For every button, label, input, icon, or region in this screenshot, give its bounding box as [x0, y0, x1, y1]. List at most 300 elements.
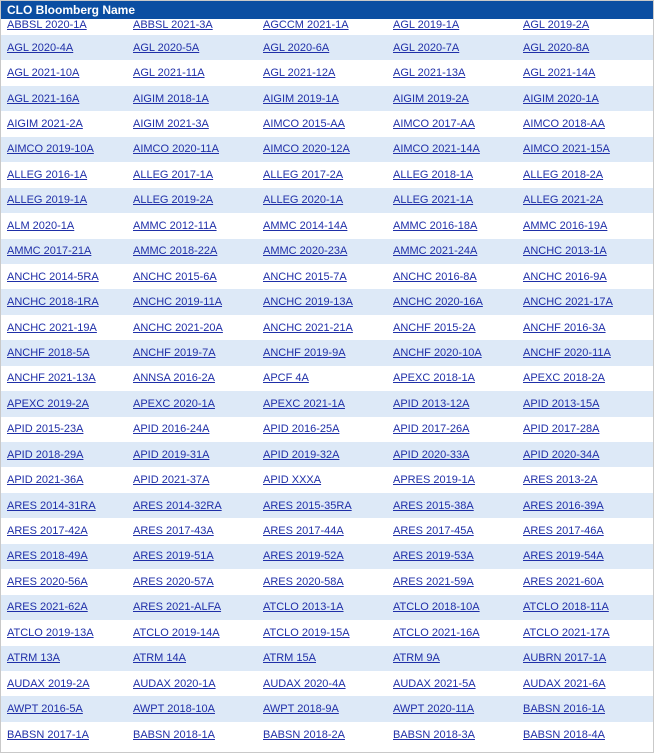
clo-name-link[interactable]: ARES 2014-31RA: [7, 499, 96, 512]
clo-name-link[interactable]: ALLEG 2018-1A: [393, 168, 474, 181]
clo-name-link[interactable]: ALLEG 2020-1A: [263, 194, 344, 207]
table-row: [1, 544, 653, 569]
table-cell: [517, 60, 653, 85]
clo-name-link[interactable]: AUBRN 2017-1A: [523, 652, 607, 665]
clo-name-link[interactable]: APID 2016-24A: [133, 423, 210, 436]
clo-name-link[interactable]: AMMC 2016-19A: [523, 219, 608, 232]
table-cell: [1, 86, 127, 111]
clo-name-link[interactable]: AIGIM 2019-1A: [263, 92, 339, 105]
table-cell: [517, 671, 653, 696]
clo-name-link[interactable]: BABSN 2018-4A: [523, 728, 605, 741]
table-cell: [1, 467, 127, 492]
clo-name-link[interactable]: ARES 2020-57A: [133, 575, 214, 588]
table-cell: [517, 696, 653, 721]
table-cell: [127, 239, 257, 264]
table-cell: [387, 544, 517, 569]
clo-name-link[interactable]: AGL 2020-8A: [523, 41, 590, 54]
table-cell: [387, 19, 517, 35]
table-row: [1, 188, 653, 213]
table-cell: [127, 340, 257, 365]
clo-name-link[interactable]: APID 2019-31A: [133, 448, 210, 461]
table-cell: [517, 544, 653, 569]
table-cell: [257, 264, 387, 289]
table-cell: [1, 188, 127, 213]
clo-name-link[interactable]: ANCHF 2020-10A: [393, 346, 482, 359]
clo-name-link[interactable]: ANCHF 2018-5A: [7, 346, 90, 359]
clo-name-link[interactable]: ANCHC 2018-1RA: [7, 296, 99, 309]
clo-name-link[interactable]: ANCHC 2013-1A: [523, 245, 607, 258]
clo-name-link[interactable]: AIGIM 2019-2A: [393, 92, 469, 105]
table-cell: [1, 289, 127, 314]
clo-name-link[interactable]: BABSN 2018-3A: [393, 728, 475, 741]
table-cell: [257, 19, 387, 35]
table-cell: [1, 340, 127, 365]
clo-name-link[interactable]: ANCHC 2021-21A: [263, 321, 353, 334]
table-cell: [127, 493, 257, 518]
table-cell: [387, 646, 517, 671]
clo-name-link[interactable]: AUDAX 2021-5A: [393, 677, 476, 690]
table-cell: [387, 111, 517, 136]
clo-name-link[interactable]: ARES 2017-42A: [7, 525, 88, 538]
table-cell: [517, 620, 653, 645]
clo-name-link[interactable]: ARES 2021-60A: [523, 575, 604, 588]
table-row: [1, 442, 653, 467]
table-cell: [127, 671, 257, 696]
table-row: [1, 417, 653, 442]
clo-name-link[interactable]: AIMCO 2019-10A: [7, 143, 94, 156]
table-row: [1, 111, 653, 136]
clo-name-link[interactable]: AGL 2021-11A: [133, 67, 205, 80]
table-row: [1, 518, 653, 543]
clo-name-link[interactable]: APEXC 2021-1A: [263, 397, 345, 410]
clo-name-link[interactable]: APID XXXA: [263, 474, 322, 487]
clo-name-link[interactable]: ALLEG 2021-2A: [523, 194, 604, 207]
table-cell: [127, 696, 257, 721]
clo-name-link[interactable]: APID 2021-37A: [133, 474, 210, 487]
clo-name-link[interactable]: ATCLO 2018-10A: [393, 601, 480, 614]
clo-name-link[interactable]: AUDAX 2021-6A: [523, 677, 606, 690]
table-row: [1, 137, 653, 162]
clo-name-link[interactable]: ANCHC 2016-9A: [523, 270, 607, 283]
clo-name-link[interactable]: ANCHF 2016-3A: [523, 321, 606, 334]
clo-name-link[interactable]: ATRM 9A: [393, 652, 440, 665]
table-cell: [257, 239, 387, 264]
clo-name-link[interactable]: AIGIM 2020-1A: [523, 92, 599, 105]
clo-name-link[interactable]: APID 2019-32A: [263, 448, 340, 461]
clo-name-link[interactable]: ANCHC 2014-5RA: [7, 270, 99, 283]
clo-name-link[interactable]: ALLEG 2019-2A: [133, 194, 214, 207]
grid-body: [1, 19, 653, 747]
clo-name-link[interactable]: AGL 2021-10A: [7, 67, 80, 80]
table-cell: [1, 19, 127, 35]
clo-name-link[interactable]: ARES 2017-43A: [133, 525, 214, 538]
clo-name-link[interactable]: ARES 2021-59A: [393, 575, 474, 588]
clo-name-link[interactable]: ARES 2019-53A: [393, 550, 474, 563]
table-cell: [257, 60, 387, 85]
clo-name-link[interactable]: AMMC 2017-21A: [7, 245, 92, 258]
table-cell: [387, 493, 517, 518]
clo-name-link[interactable]: ARES 2015-38A: [393, 499, 474, 512]
clo-name-link[interactable]: AMMC 2020-23A: [263, 245, 348, 258]
clo-name-link[interactable]: AUDAX 2019-2A: [7, 677, 90, 690]
clo-name-link[interactable]: ANCHC 2015-6A: [133, 270, 217, 283]
table-cell: [1, 213, 127, 238]
table-row: [1, 162, 653, 187]
table-cell: [387, 442, 517, 467]
table-row: [1, 467, 653, 492]
table-cell: [1, 646, 127, 671]
clo-name-link[interactable]: AGL 2019-2A: [523, 19, 590, 31]
clo-name-link[interactable]: AIMCO 2018-AA: [523, 118, 605, 131]
clo-name-link[interactable]: ANCHC 2016-8A: [393, 270, 477, 283]
clo-name-link[interactable]: APEXC 2018-2A: [523, 372, 605, 385]
clo-name-link[interactable]: ANCHF 2019-7A: [133, 346, 216, 359]
clo-name-link[interactable]: AGL 2021-14A: [523, 67, 596, 80]
clo-name-link[interactable]: ARES 2019-52A: [263, 550, 344, 563]
clo-name-link[interactable]: ANCHC 2019-13A: [263, 296, 353, 309]
clo-name-link[interactable]: AGL 2020-5A: [133, 41, 200, 54]
clo-name-link[interactable]: AIMCO 2020-12A: [263, 143, 350, 156]
clo-name-link[interactable]: BABSN 2018-2A: [263, 728, 345, 741]
clo-name-link[interactable]: ARES 2015-35RA: [263, 499, 352, 512]
clo-name-link[interactable]: APID 2020-33A: [393, 448, 470, 461]
table-cell: [127, 391, 257, 416]
table-cell: [1, 722, 127, 747]
clo-name-link[interactable]: APRES 2019-1A: [393, 474, 475, 487]
table-cell: [127, 544, 257, 569]
table-cell: [1, 518, 127, 543]
table-row: [1, 315, 653, 340]
clo-name-link[interactable]: ALLEG 2019-1A: [7, 194, 88, 207]
clo-name-link[interactable]: ANCHF 2019-9A: [263, 346, 346, 359]
clo-name-link[interactable]: AGL 2019-1A: [393, 19, 460, 31]
clo-name-link[interactable]: ANCHF 2015-2A: [393, 321, 476, 334]
clo-name-link[interactable]: ANNSA 2016-2A: [133, 372, 215, 385]
table-cell: [387, 620, 517, 645]
table-cell: [387, 213, 517, 238]
clo-name-link[interactable]: ANCHC 2021-19A: [7, 321, 97, 334]
clo-name-link[interactable]: AUDAX 2020-1A: [133, 677, 216, 690]
clo-name-link[interactable]: ATCLO 2019-14A: [133, 626, 220, 639]
table-cell: [387, 696, 517, 721]
table-cell: [257, 493, 387, 518]
table-cell: [1, 111, 127, 136]
clo-name-link[interactable]: APID 2015-23A: [7, 423, 84, 436]
table-cell: [1, 493, 127, 518]
table-cell: [257, 340, 387, 365]
clo-name-link[interactable]: ARES 2017-44A: [263, 525, 344, 538]
clo-name-link[interactable]: AWPT 2020-11A: [393, 703, 475, 716]
clo-name-link[interactable]: ARES 2019-54A: [523, 550, 604, 563]
table-cell: [1, 595, 127, 620]
table-row: [1, 620, 653, 645]
table-cell: [127, 595, 257, 620]
table-cell: [257, 391, 387, 416]
table-cell: [257, 569, 387, 594]
table-cell: [127, 137, 257, 162]
table-cell: [1, 366, 127, 391]
table-cell: [387, 162, 517, 187]
table-cell: [257, 213, 387, 238]
table-cell: [517, 442, 653, 467]
table-header: CLO Bloomberg Name: [1, 1, 653, 19]
clo-name-link[interactable]: APCF 4A: [263, 372, 309, 385]
clo-name-link[interactable]: ABBSL 2021-3A: [133, 19, 213, 31]
clo-name-link[interactable]: AIMCO 2021-15A: [523, 143, 610, 156]
clo-name-link[interactable]: AWPT 2016-5A: [7, 703, 83, 716]
clo-name-link[interactable]: ARES 2021-62A: [7, 601, 88, 614]
clo-name-link[interactable]: ARES 2018-49A: [7, 550, 88, 563]
table-cell: [127, 35, 257, 60]
clo-name-link[interactable]: AGL 2021-13A: [393, 67, 466, 80]
table-cell: [127, 264, 257, 289]
clo-name-link[interactable]: AIMCO 2017-AA: [393, 118, 475, 131]
clo-name-link[interactable]: ATRM 13A: [7, 652, 60, 665]
table-row: [1, 569, 653, 594]
table-cell: [1, 442, 127, 467]
table-row: [1, 289, 653, 314]
table-cell: [387, 569, 517, 594]
table-cell: [387, 722, 517, 747]
table-row: [1, 340, 653, 365]
clo-name-link[interactable]: ATCLO 2021-17A: [523, 626, 610, 639]
table-cell: [257, 620, 387, 645]
clo-name-link[interactable]: ARES 2017-46A: [523, 525, 604, 538]
clo-name-link[interactable]: ANCHC 2020-16A: [393, 296, 483, 309]
table-row: [1, 595, 653, 620]
clo-name-link[interactable]: ATCLO 2019-15A: [263, 626, 350, 639]
table-cell: [387, 595, 517, 620]
table-cell: [127, 60, 257, 85]
table-cell: [517, 137, 653, 162]
clo-name-link[interactable]: AUDAX 2020-4A: [263, 677, 346, 690]
clo-name-link[interactable]: APID 2020-34A: [523, 448, 600, 461]
table-cell: [517, 646, 653, 671]
clo-name-link[interactable]: AIMCO 2021-14A: [393, 143, 480, 156]
clo-name-link[interactable]: ALLEG 2016-1A: [7, 168, 88, 181]
table-cell: [127, 366, 257, 391]
clo-name-link[interactable]: ATRM 15A: [263, 652, 316, 665]
table-cell: [1, 417, 127, 442]
clo-name-link[interactable]: BABSN 2017-1A: [7, 728, 89, 741]
clo-name-link[interactable]: ARES 2019-51A: [133, 550, 214, 563]
clo-name-link[interactable]: ABBSL 2020-1A: [7, 19, 87, 31]
table-row: [1, 366, 653, 391]
clo-name-link[interactable]: ARES 2021-ALFA: [133, 601, 222, 614]
table-row: [1, 35, 653, 60]
table-cell: [257, 35, 387, 60]
table-cell: [257, 696, 387, 721]
clo-name-link[interactable]: BABSN 2016-1A: [523, 703, 605, 716]
clo-name-link[interactable]: ANCHC 2015-7A: [263, 270, 347, 283]
clo-name-link[interactable]: AGCCM 2021-1A: [263, 19, 349, 31]
clo-name-link[interactable]: AMMC 2018-22A: [133, 245, 218, 258]
clo-name-link[interactable]: AGL 2021-12A: [263, 67, 336, 80]
table-cell: [1, 671, 127, 696]
table-cell: [257, 518, 387, 543]
table-row: [1, 19, 653, 35]
clo-name-link[interactable]: ANCHF 2020-11A: [523, 346, 611, 359]
table-row: [1, 86, 653, 111]
clo-name-link[interactable]: ARES 2017-45A: [393, 525, 474, 538]
table-cell: [257, 595, 387, 620]
clo-name-link[interactable]: ARES 2016-39A: [523, 499, 604, 512]
clo-name-link[interactable]: APEXC 2019-2A: [7, 397, 89, 410]
table-cell: [517, 391, 653, 416]
clo-name-link[interactable]: ATRM 14A: [133, 652, 186, 665]
table-cell: [257, 722, 387, 747]
clo-name-link[interactable]: APID 2016-25A: [263, 423, 340, 436]
table-cell: [127, 111, 257, 136]
clo-name-link[interactable]: AIMCO 2015-AA: [263, 118, 345, 131]
table-cell: [517, 467, 653, 492]
table-cell: [1, 569, 127, 594]
table-cell: [517, 569, 653, 594]
clo-name-link[interactable]: ARES 2014-32RA: [133, 499, 222, 512]
clo-name-link[interactable]: AGL 2020-6A: [263, 41, 330, 54]
clo-name-link[interactable]: ALLEG 2017-2A: [263, 168, 344, 181]
table-cell: [387, 137, 517, 162]
table-cell: [127, 417, 257, 442]
table-row: [1, 722, 653, 747]
clo-name-link[interactable]: ALLEG 2017-1A: [133, 168, 214, 181]
table-cell: [387, 239, 517, 264]
table-cell: [517, 86, 653, 111]
table-cell: [127, 467, 257, 492]
table-cell: [127, 86, 257, 111]
clo-name-link[interactable]: AGL 2020-4A: [7, 41, 74, 54]
table-row: [1, 671, 653, 696]
table-cell: [517, 722, 653, 747]
table-cell: [517, 111, 653, 136]
table-cell: [127, 213, 257, 238]
table-cell: [257, 646, 387, 671]
table-cell: [517, 213, 653, 238]
clo-name-link[interactable]: ANCHC 2019-11A: [133, 296, 223, 309]
table-cell: [127, 289, 257, 314]
table-cell: [1, 239, 127, 264]
clo-name-link[interactable]: BABSN 2018-1A: [133, 728, 215, 741]
clo-name-link[interactable]: ARES 2013-2A: [523, 474, 598, 487]
table-cell: [517, 366, 653, 391]
table-cell: [517, 239, 653, 264]
clo-name-link[interactable]: AMMC 2012-11A: [133, 219, 217, 232]
table-cell: [517, 340, 653, 365]
clo-name-link[interactable]: ARES 2020-56A: [7, 575, 88, 588]
clo-name-link[interactable]: AGL 2021-16A: [7, 92, 80, 105]
table-row: [1, 239, 653, 264]
table-row: [1, 646, 653, 671]
clo-name-link[interactable]: ALM 2020-1A: [7, 219, 75, 232]
table-cell: [387, 417, 517, 442]
clo-name-link[interactable]: ARES 2020-58A: [263, 575, 344, 588]
table-cell: [1, 620, 127, 645]
table-cell: [127, 646, 257, 671]
table-row: [1, 696, 653, 721]
table-cell: [1, 60, 127, 85]
table-cell: [387, 289, 517, 314]
table-cell: [517, 264, 653, 289]
clo-name-link[interactable]: ATCLO 2013-1A: [263, 601, 344, 614]
table-cell: [517, 493, 653, 518]
table-row: [1, 264, 653, 289]
clo-name-link[interactable]: ATCLO 2021-16A: [393, 626, 480, 639]
table-cell: [127, 518, 257, 543]
table-cell: [1, 137, 127, 162]
table-cell: [387, 340, 517, 365]
table-row: [1, 493, 653, 518]
clo-name-link[interactable]: ANCHF 2021-13A: [7, 372, 96, 385]
table-cell: [387, 467, 517, 492]
table-cell: [1, 315, 127, 340]
clo-name-link[interactable]: AWPT 2018-10A: [133, 703, 215, 716]
clo-name-link[interactable]: APID 2018-29A: [7, 448, 84, 461]
clo-name-link[interactable]: APEXC 2020-1A: [133, 397, 215, 410]
clo-name-link[interactable]: AWPT 2018-9A: [263, 703, 339, 716]
clo-name-link[interactable]: AIMCO 2020-11A: [133, 143, 220, 156]
table-cell: [1, 544, 127, 569]
clo-name-link[interactable]: APID 2021-36A: [7, 474, 84, 487]
table-cell: [387, 671, 517, 696]
table-cell: [1, 696, 127, 721]
table-cell: [517, 19, 653, 35]
clo-name-link[interactable]: APID 2017-28A: [523, 423, 600, 436]
table-cell: [517, 315, 653, 340]
clo-name-link[interactable]: ATCLO 2019-13A: [7, 626, 94, 639]
clo-name-link[interactable]: ALLEG 2021-1A: [393, 194, 474, 207]
table-cell: [257, 188, 387, 213]
clo-name-link[interactable]: APID 2017-26A: [393, 423, 470, 436]
clo-name-link[interactable]: APID 2013-15A: [523, 397, 600, 410]
table-cell: [257, 671, 387, 696]
table-cell: [257, 86, 387, 111]
table-cell: [1, 391, 127, 416]
clo-name-link[interactable]: ANCHC 2021-20A: [133, 321, 223, 334]
clo-name-link[interactable]: AIGIM 2018-1A: [133, 92, 209, 105]
table-cell: [257, 366, 387, 391]
table-cell: [1, 264, 127, 289]
table-cell: [1, 35, 127, 60]
clo-name-link[interactable]: AGL 2020-7A: [393, 41, 460, 54]
clo-name-link[interactable]: APID 2013-12A: [393, 397, 470, 410]
table-cell: [387, 315, 517, 340]
clo-name-link[interactable]: AMMC 2014-14A: [263, 219, 348, 232]
clo-name-link[interactable]: ALLEG 2018-2A: [523, 168, 604, 181]
table-cell: [1, 162, 127, 187]
table-cell: [257, 544, 387, 569]
table-cell: [257, 442, 387, 467]
clo-name-link[interactable]: AIGIM 2021-3A: [133, 118, 209, 131]
table-cell: [127, 19, 257, 35]
table-cell: [517, 417, 653, 442]
clo-name-link[interactable]: AMMC 2016-18A: [393, 219, 478, 232]
table-cell: [127, 722, 257, 747]
table-cell: [387, 35, 517, 60]
table-cell: [127, 315, 257, 340]
table-cell: [517, 289, 653, 314]
table-cell: [127, 188, 257, 213]
table-cell: [387, 86, 517, 111]
clo-name-link[interactable]: ANCHC 2021-17A: [523, 296, 613, 309]
table-cell: [517, 188, 653, 213]
clo-name-link[interactable]: AMMC 2021-24A: [393, 245, 478, 258]
table-cell: [127, 162, 257, 187]
clo-name-link[interactable]: APEXC 2018-1A: [393, 372, 475, 385]
table-cell: [387, 188, 517, 213]
table-cell: [257, 315, 387, 340]
clo-name-link[interactable]: ATCLO 2018-11A: [523, 601, 609, 614]
clo-name-link[interactable]: AIGIM 2021-2A: [7, 118, 83, 131]
